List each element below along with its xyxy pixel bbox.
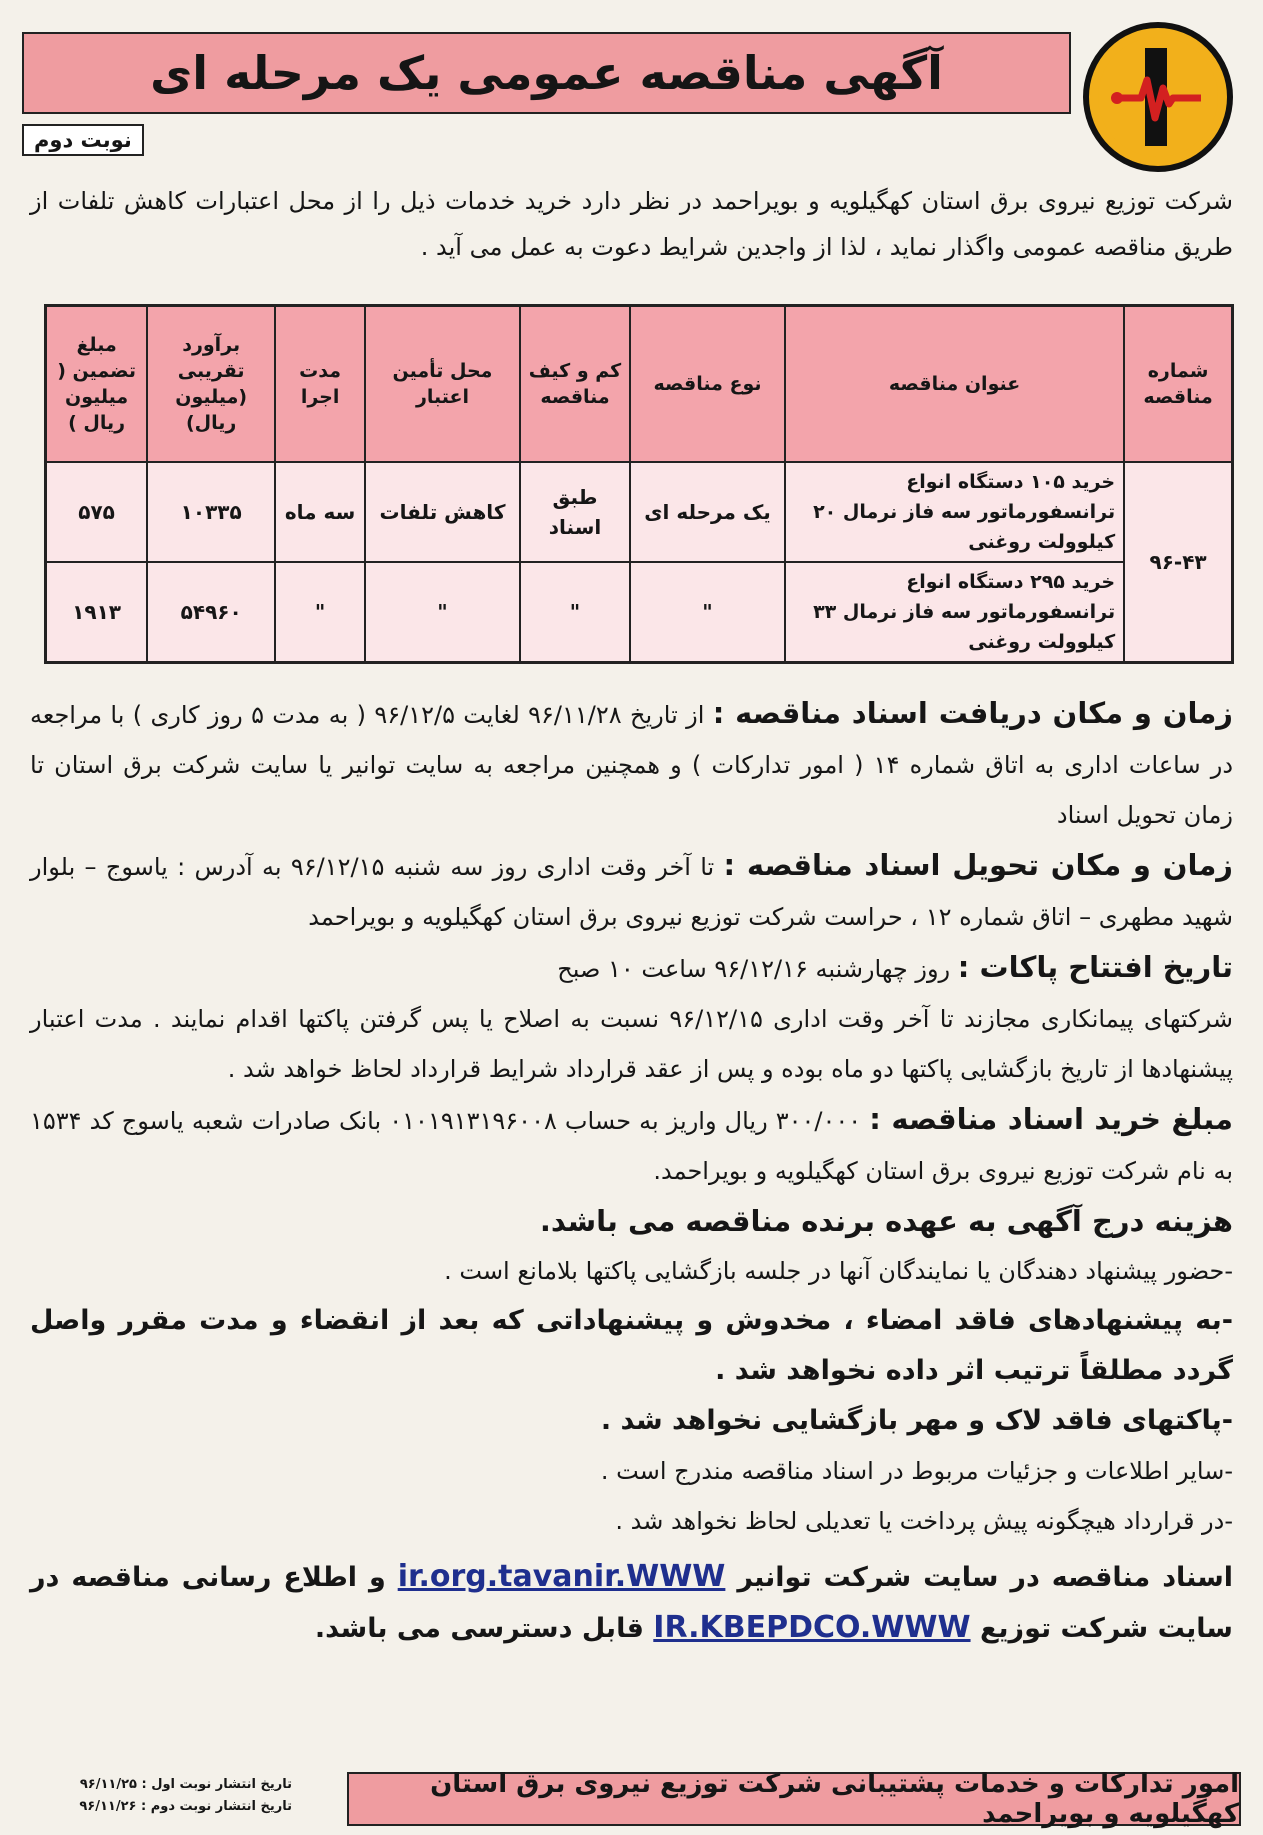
header <box>22 22 1241 162</box>
col-tender-quality: کم و کیف مناقصه <box>520 306 630 463</box>
note-item: -پاکتهای فاقد لاک و مهر بازگشایی نخواهد شد . <box>600 1405 1233 1436</box>
footer <box>22 1769 1241 1829</box>
receive-section <box>30 688 1233 840</box>
closing-part1: اسناد مناقصه در سایت شرکت توانیر <box>737 1562 1234 1593</box>
title-band <box>22 32 1071 114</box>
tender-table <box>44 304 1234 664</box>
note-item: -در قرارداد هیچگونه پیش پرداخت یا تعدیلی لحاظ نخواهد شد . <box>615 1507 1233 1535</box>
ad-cost-note: هزینه درج آگهی به عهده برنده مناقصه می باشد. <box>539 1204 1233 1238</box>
notice-title: آگهی مناقصه عمومی یک مرحله ای <box>150 46 943 100</box>
col-tender-type: نوع مناقصه <box>630 306 785 463</box>
opening-label: تاریخ افتتاح پاکات : <box>957 950 1233 984</box>
row-title: خرید ۱۰۵ دستگاه انواع ترانسفورماتور سه فاز نرمال ۲۰ کیلوولت روغنی <box>785 462 1124 562</box>
col-funding-source: محل تأمین اعتبار <box>365 306 520 463</box>
price-section <box>30 1094 1233 1196</box>
note-item: -سایر اطلاعات و جزئیات مربوط در اسناد مناقصه مندرج است . <box>600 1457 1233 1485</box>
table-row <box>46 562 1233 663</box>
row-duration: سه ماه <box>275 462 365 562</box>
closing-part2: و اطلاع رسانی مناقصه در سایت شرکت توزیع <box>30 1562 1233 1644</box>
deliver-text: تا آخر وقت اداری روز سه شنبه ۹۶/۱۲/۱۵ به آدرس : یاسوج – بلوار شهید مطهری – اتاق شماره ۱۲ ، حراست شرکت توزیع نیروی برق استان کهگیلویه و بویراحمد <box>30 853 1233 931</box>
tender-number-cell: ۹۶-۴۳ <box>1124 462 1232 663</box>
closing-paragraph <box>30 1552 1233 1654</box>
row-guarantee: ۱۹۱۳ <box>46 562 148 663</box>
deliver-label: زمان و مکان تحویل اسناد مناقصه : <box>723 848 1233 882</box>
row-quality: طبق اسناد <box>520 462 630 562</box>
row-funding: کاهش تلفات <box>365 462 520 562</box>
row-funding: " <box>365 562 520 663</box>
price-label: مبلغ خرید اسناد مناقصه : <box>869 1102 1234 1136</box>
row-estimate: ۱۰۳۳۵ <box>147 462 275 562</box>
note-item: -به پیشنهادهای فاقد امضاء ، مخدوش و پیشنهاداتی که بعد از انقضاء و مدت مقرر واصل گردد مطلقاً ترتیب اثر داده نخواهد شد . <box>30 1305 1233 1386</box>
closing-part3: قابل دسترسی می باشد. <box>314 1613 644 1644</box>
table-row <box>46 462 1233 562</box>
publication-dates <box>22 1774 292 1818</box>
kbepdco-link[interactable]: IR.KBEPDCO.WWW <box>653 1610 971 1645</box>
col-guarantee: مبلغ تضمین ( میلیون ریال ) <box>46 306 148 463</box>
row-estimate: ۵۴۹۶۰ <box>147 562 275 663</box>
round-badge: نوبت دوم <box>22 124 144 156</box>
note-item: -حضور پیشنهاد دهندگان یا نمایندگان آنها در جلسه بازگشایی پاکتها بلامانع است . <box>444 1257 1233 1285</box>
row-type: " <box>630 562 785 663</box>
intro-paragraph: شرکت توزیع نیروی برق استان کهگیلویه و بویراحمد در نظر دارد خرید خدمات ذیل را از محل اعتبارات کاهش تلفات از طریق مناقصه عمومی واگذار نماید ، لذا از واجدین شرایط دعوت به عمل می آید . <box>30 187 1233 261</box>
department-bar: امور تدارکات و خدمات پشتیبانی شرکت توزیع نیروی برق استان کهگیلویه و بویراحمد <box>347 1772 1241 1826</box>
receive-text: از تاریخ ۹۶/۱۱/۲۸ لغایت ۹۶/۱۲/۵ ( به مدت ۵ روز کاری ) با مراجعه در ساعات اداری به اتاق شماره ۱۴ ( امور تدارکات ) و همچنین مراجعه به سایت توانیر یا سایت شرکت برق استان تا زمان تحویل اسناد <box>30 701 1234 829</box>
row-guarantee: ۵۷۵ <box>46 462 148 562</box>
contractors-text: شرکتهای پیمانکاری مجازند تا آخر وقت اداری ۹۶/۱۲/۱۵ نسبت به اصلاح یا پس گرفتن پاکتها اقدام نمایند . مدت اعتبار پیشنهادها از تاریخ بازگشایی پاکتها دو ماه بوده و پس از عقد قرارداد شرایط قرارداد لحاظ خواهد شد . <box>30 1005 1234 1083</box>
price-text: ۳۰۰/۰۰۰ ریال واریز به حساب ۰۱۰۱۹۱۳۱۹۶۰۰۸ بانک صادرات شعبه یاسوج کد ۱۵۳۴ به نام شرکت توزیع نیروی برق استان کهگیلویه و بویراحمد. <box>30 1107 1233 1185</box>
deliver-section <box>30 840 1233 942</box>
col-estimate: برآورد تقریبی (میلیون ریال) <box>147 306 275 463</box>
tavanir-link[interactable]: ir.org.tavanir.WWW <box>397 1559 726 1594</box>
table-header-row <box>46 306 1233 463</box>
tavanir-logo <box>1083 22 1233 172</box>
col-tender-number: شماره مناقصه <box>1124 306 1232 463</box>
row-title: خرید ۲۹۵ دستگاه انواع ترانسفورماتور سه فاز نرمال ۳۳ کیلوولت روغنی <box>785 562 1124 663</box>
row-duration: " <box>275 562 365 663</box>
opening-section <box>30 942 1233 994</box>
col-duration: مدت اجرا <box>275 306 365 463</box>
row-type: یک مرحله ای <box>630 462 785 562</box>
col-tender-title: عنوان مناقصه <box>785 306 1124 463</box>
row-quality: " <box>520 562 630 663</box>
notice-body <box>30 688 1233 1654</box>
pub-first-date: تاریخ انتشار نوبت اول : ۹۶/۱۱/۲۵ <box>79 1777 292 1792</box>
opening-text: روز چهارشنبه ۹۶/۱۲/۱۶ ساعت ۱۰ صبح <box>557 955 951 983</box>
pub-second-date: تاریخ انتشار نوبت دوم : ۹۶/۱۱/۲۶ <box>79 1799 292 1814</box>
receive-label: زمان و مکان دریافت اسناد مناقصه : <box>712 696 1233 730</box>
